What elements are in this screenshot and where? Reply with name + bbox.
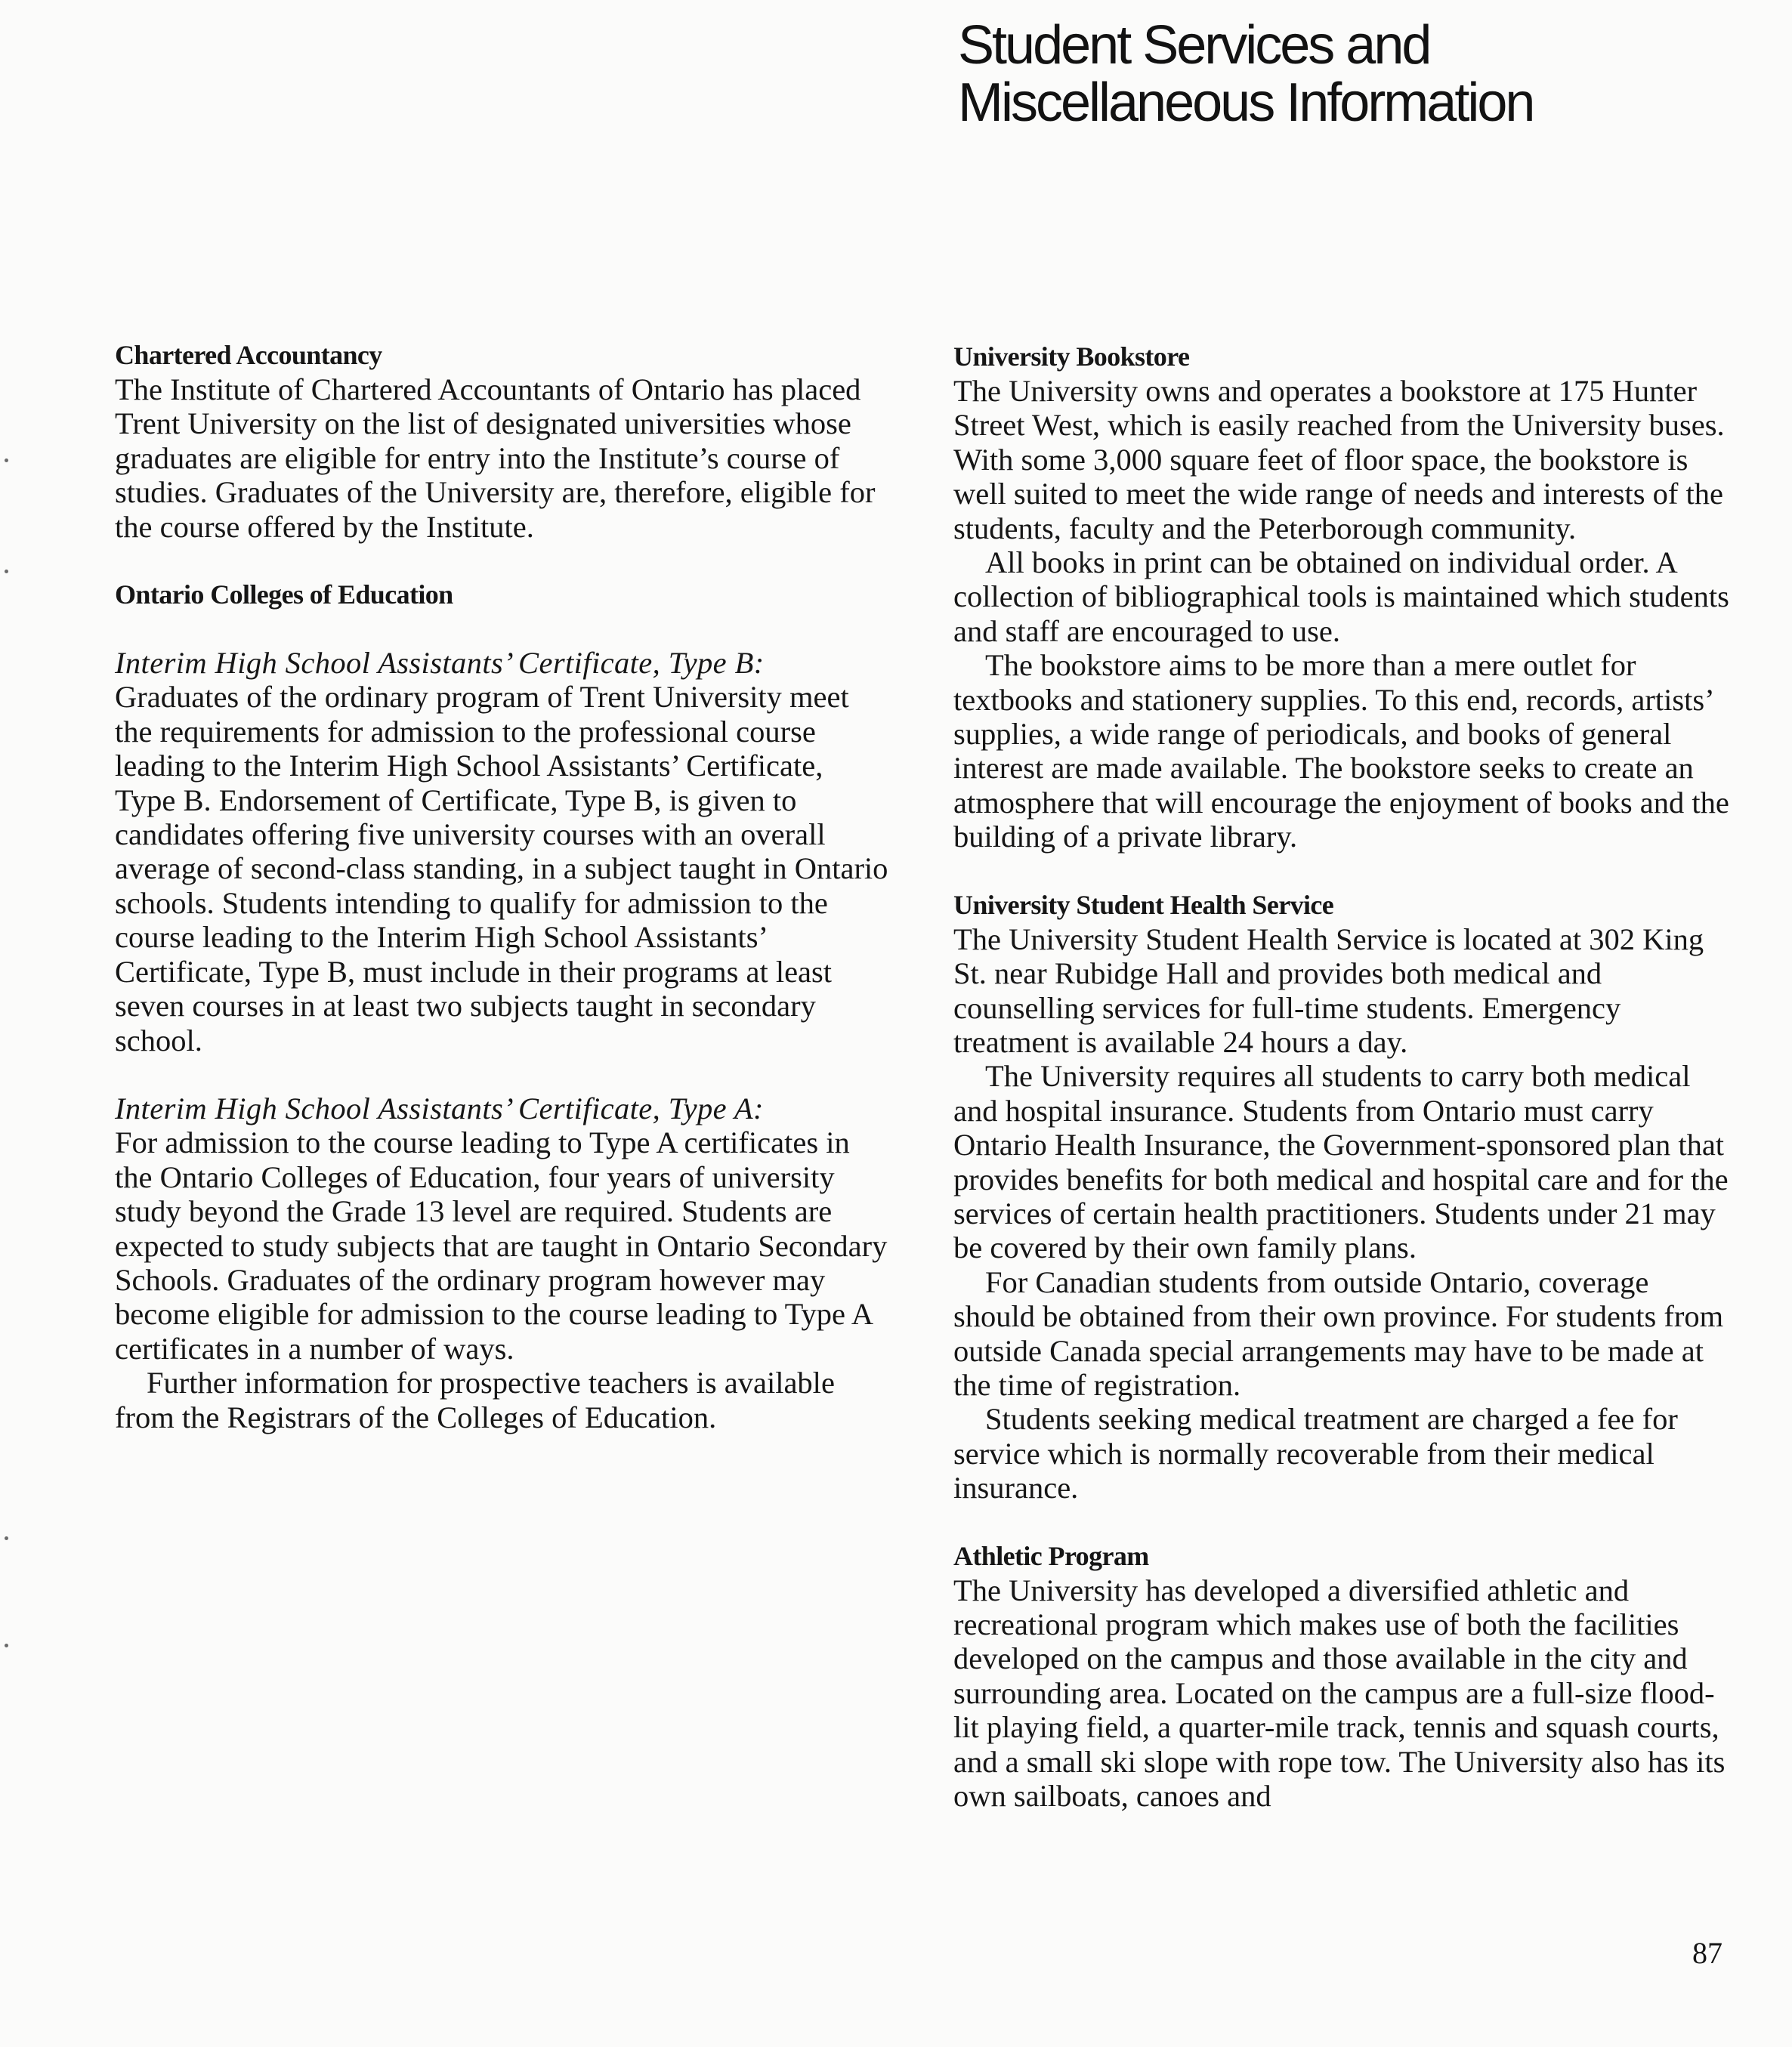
left-column	[115, 338, 889, 1434]
colleges-of-education-section	[115, 578, 889, 1434]
bookstore-paragraph-2: All books in print can be obtained on individual order. A collection of bibliographical tools is maintained which students and staff are encouraged to use.	[953, 545, 1729, 648]
margin-mark	[5, 570, 8, 573]
bookstore-paragraph-1: The University owns and operates a bookstore at 175 Hunter Street West, which is easily reached from the University buses. With some 3,000 square feet of floor space, the bookstore is well suited to meet the wide range of needs and interests of the students, faculty and the Peterborough community.	[953, 374, 1725, 545]
athletic-program-section	[953, 1539, 1735, 1814]
bookstore-heading: University Bookstore	[953, 341, 1190, 372]
health-service-heading: University Student Health Service	[953, 889, 1334, 920]
margin-mark	[5, 1536, 8, 1540]
bookstore-paragraph-3: The bookstore aims to be more than a mere outlet for textbooks and stationery supplies. To this end, records, artists’ supplies, a wide range of periodicals, and books of general interest are made available. The bookstore seeks to create an atmosphere that will encourage the enjoyment of books and the building of a private library.	[953, 648, 1729, 854]
bookstore-section	[953, 340, 1735, 854]
page-number: 87	[1692, 1936, 1722, 1970]
health-service-paragraph-3: For Canadian students from outside Ontario, coverage should be obtained from their own province. For students from outside Canada special arrangements may have to be made at the time of registration.	[953, 1264, 1724, 1402]
further-information-text: Further information for prospective teachers is available from the Registrars of the Colleges of Education.	[115, 1366, 835, 1434]
athletic-program-paragraph-1: The University has developed a diversified athletic and recreational program which makes use of both the facilities developed on the campus and those available in the city and surrounding area. Located on the campus are a full-size flood-lit playing field, a quarter-mile track, tennis and squash courts, and a small ski slope with rope tow. The University also has its own sailboats, canoes and	[953, 1573, 1726, 1814]
health-service-paragraph-1: The University Student Health Service is located at 302 King St. near Rubidge Hall and provides both medical and counselling services for full-time students. Emergency treatment is available 24 hours a day.	[953, 922, 1704, 1059]
margin-mark	[5, 1644, 8, 1647]
margin-mark	[5, 458, 8, 462]
chartered-accountancy-heading: Chartered Accountancy	[115, 340, 382, 370]
type-b-text: Graduates of the ordinary program of Trent University meet the requirements for admission to the professional course leading to the Interim High School Assistants’ Certificate, Type B. Endorsement of Certificate, Type B, is given to candidates offering five university courses with an overall average of second-class standing, in a subject taught in Ontario schools. Students intending to qualify for admission to the course leading to the Interim High School Assistants’ Certificate, Type B, must include in their programs at least seven courses in at least two subjects taught in secondary school.	[115, 680, 888, 1057]
health-service-section	[953, 888, 1735, 1505]
type-a-block	[115, 1091, 889, 1434]
type-a-lead: Interim High School Assistants’ Certificate, Type A:	[115, 1091, 764, 1125]
health-service-paragraph-4: Students seeking medical treatment are charged a fee for service which is normally recoverable from their medical insurance.	[953, 1402, 1678, 1505]
title-line-1: Student Services and	[958, 15, 1430, 76]
chartered-accountancy-text: The Institute of Chartered Accountants of Ontario has placed Trent University on the list of designated universities whose graduates are eligible for entry into the Institute’s course of studies. Graduates of the University are, therefore, eligible for the course offered by the Institute.	[115, 372, 876, 544]
type-a-text: For admission to the course leading to Type A certificates in the Ontario Colleges of Education, four years of university study beyond the Grade 13 level are required. Students are expected to study subjects that are taught in Ontario Secondary Schools. Graduates of the ordinary program however may become eligible for admission to the course leading to Type A certificates in a number of ways.	[115, 1125, 888, 1366]
title-line-2: Miscellaneous Information	[958, 73, 1534, 133]
right-column	[953, 340, 1735, 1813]
chartered-accountancy-section	[115, 338, 889, 544]
athletic-program-heading: Athletic Program	[953, 1540, 1149, 1571]
colleges-of-education-heading: Ontario Colleges of Education	[115, 579, 453, 610]
type-b-block	[115, 646, 889, 1057]
page-title	[958, 17, 1751, 131]
health-service-paragraph-2: The University requires all students to carry both medical and hospital insurance. Students from Ontario must carry Ontario Health Insurance, the Government-sponsored plan that provides benefits for both medical and hospital care and for the services of certain health practitioners. Students under 21 may be covered by their own family plans.	[953, 1059, 1729, 1265]
type-b-lead: Interim High School Assistants’ Certificate, Type B:	[115, 646, 765, 681]
